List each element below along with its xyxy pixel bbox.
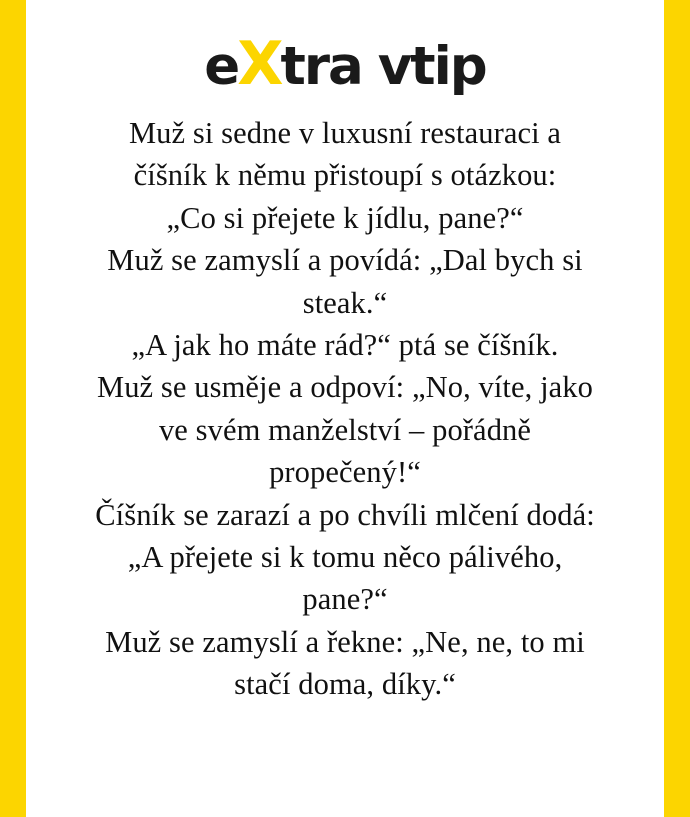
- joke-line: propečený!“: [269, 455, 421, 490]
- joke-line: Číšník se zarazí a po chvíli mlčení dodá:: [95, 497, 595, 532]
- joke-line: číšník k němu přistoupí s otázkou:: [133, 158, 557, 193]
- logo-part-vtip: vtip: [377, 36, 486, 97]
- brand-logo: [204, 29, 486, 99]
- joke-line: „A jak ho máte rád?“ ptá se číšník.: [131, 327, 559, 362]
- joke-line: Muž se zamyslí a povídá: „Dal bych si: [107, 243, 583, 278]
- joke-line: Muž se zamyslí a řekne: „Ne, ne, to mi: [105, 624, 585, 659]
- joke-line: „Co si přejete k jídlu, pane?“: [166, 200, 524, 235]
- logo-part-x: X: [237, 29, 282, 99]
- joke-text: [44, 112, 646, 705]
- joke-line: Muž se usměje a odpoví: „No, víte, jako: [96, 370, 594, 405]
- joke-line: ve svém manželství – pořádně: [158, 412, 532, 447]
- logo-part-e: e: [204, 36, 239, 97]
- joke-line: pane?“: [302, 582, 388, 617]
- logo-part-tra: tra: [280, 36, 362, 97]
- joke-line: Muž si sedne v luxusní restauraci a: [128, 116, 562, 150]
- joke-line: „A přejete si k tomu něco pálivého,: [127, 539, 563, 574]
- joke-line: steak.“: [302, 285, 388, 320]
- joke-line: stačí doma, díky.“: [234, 667, 456, 702]
